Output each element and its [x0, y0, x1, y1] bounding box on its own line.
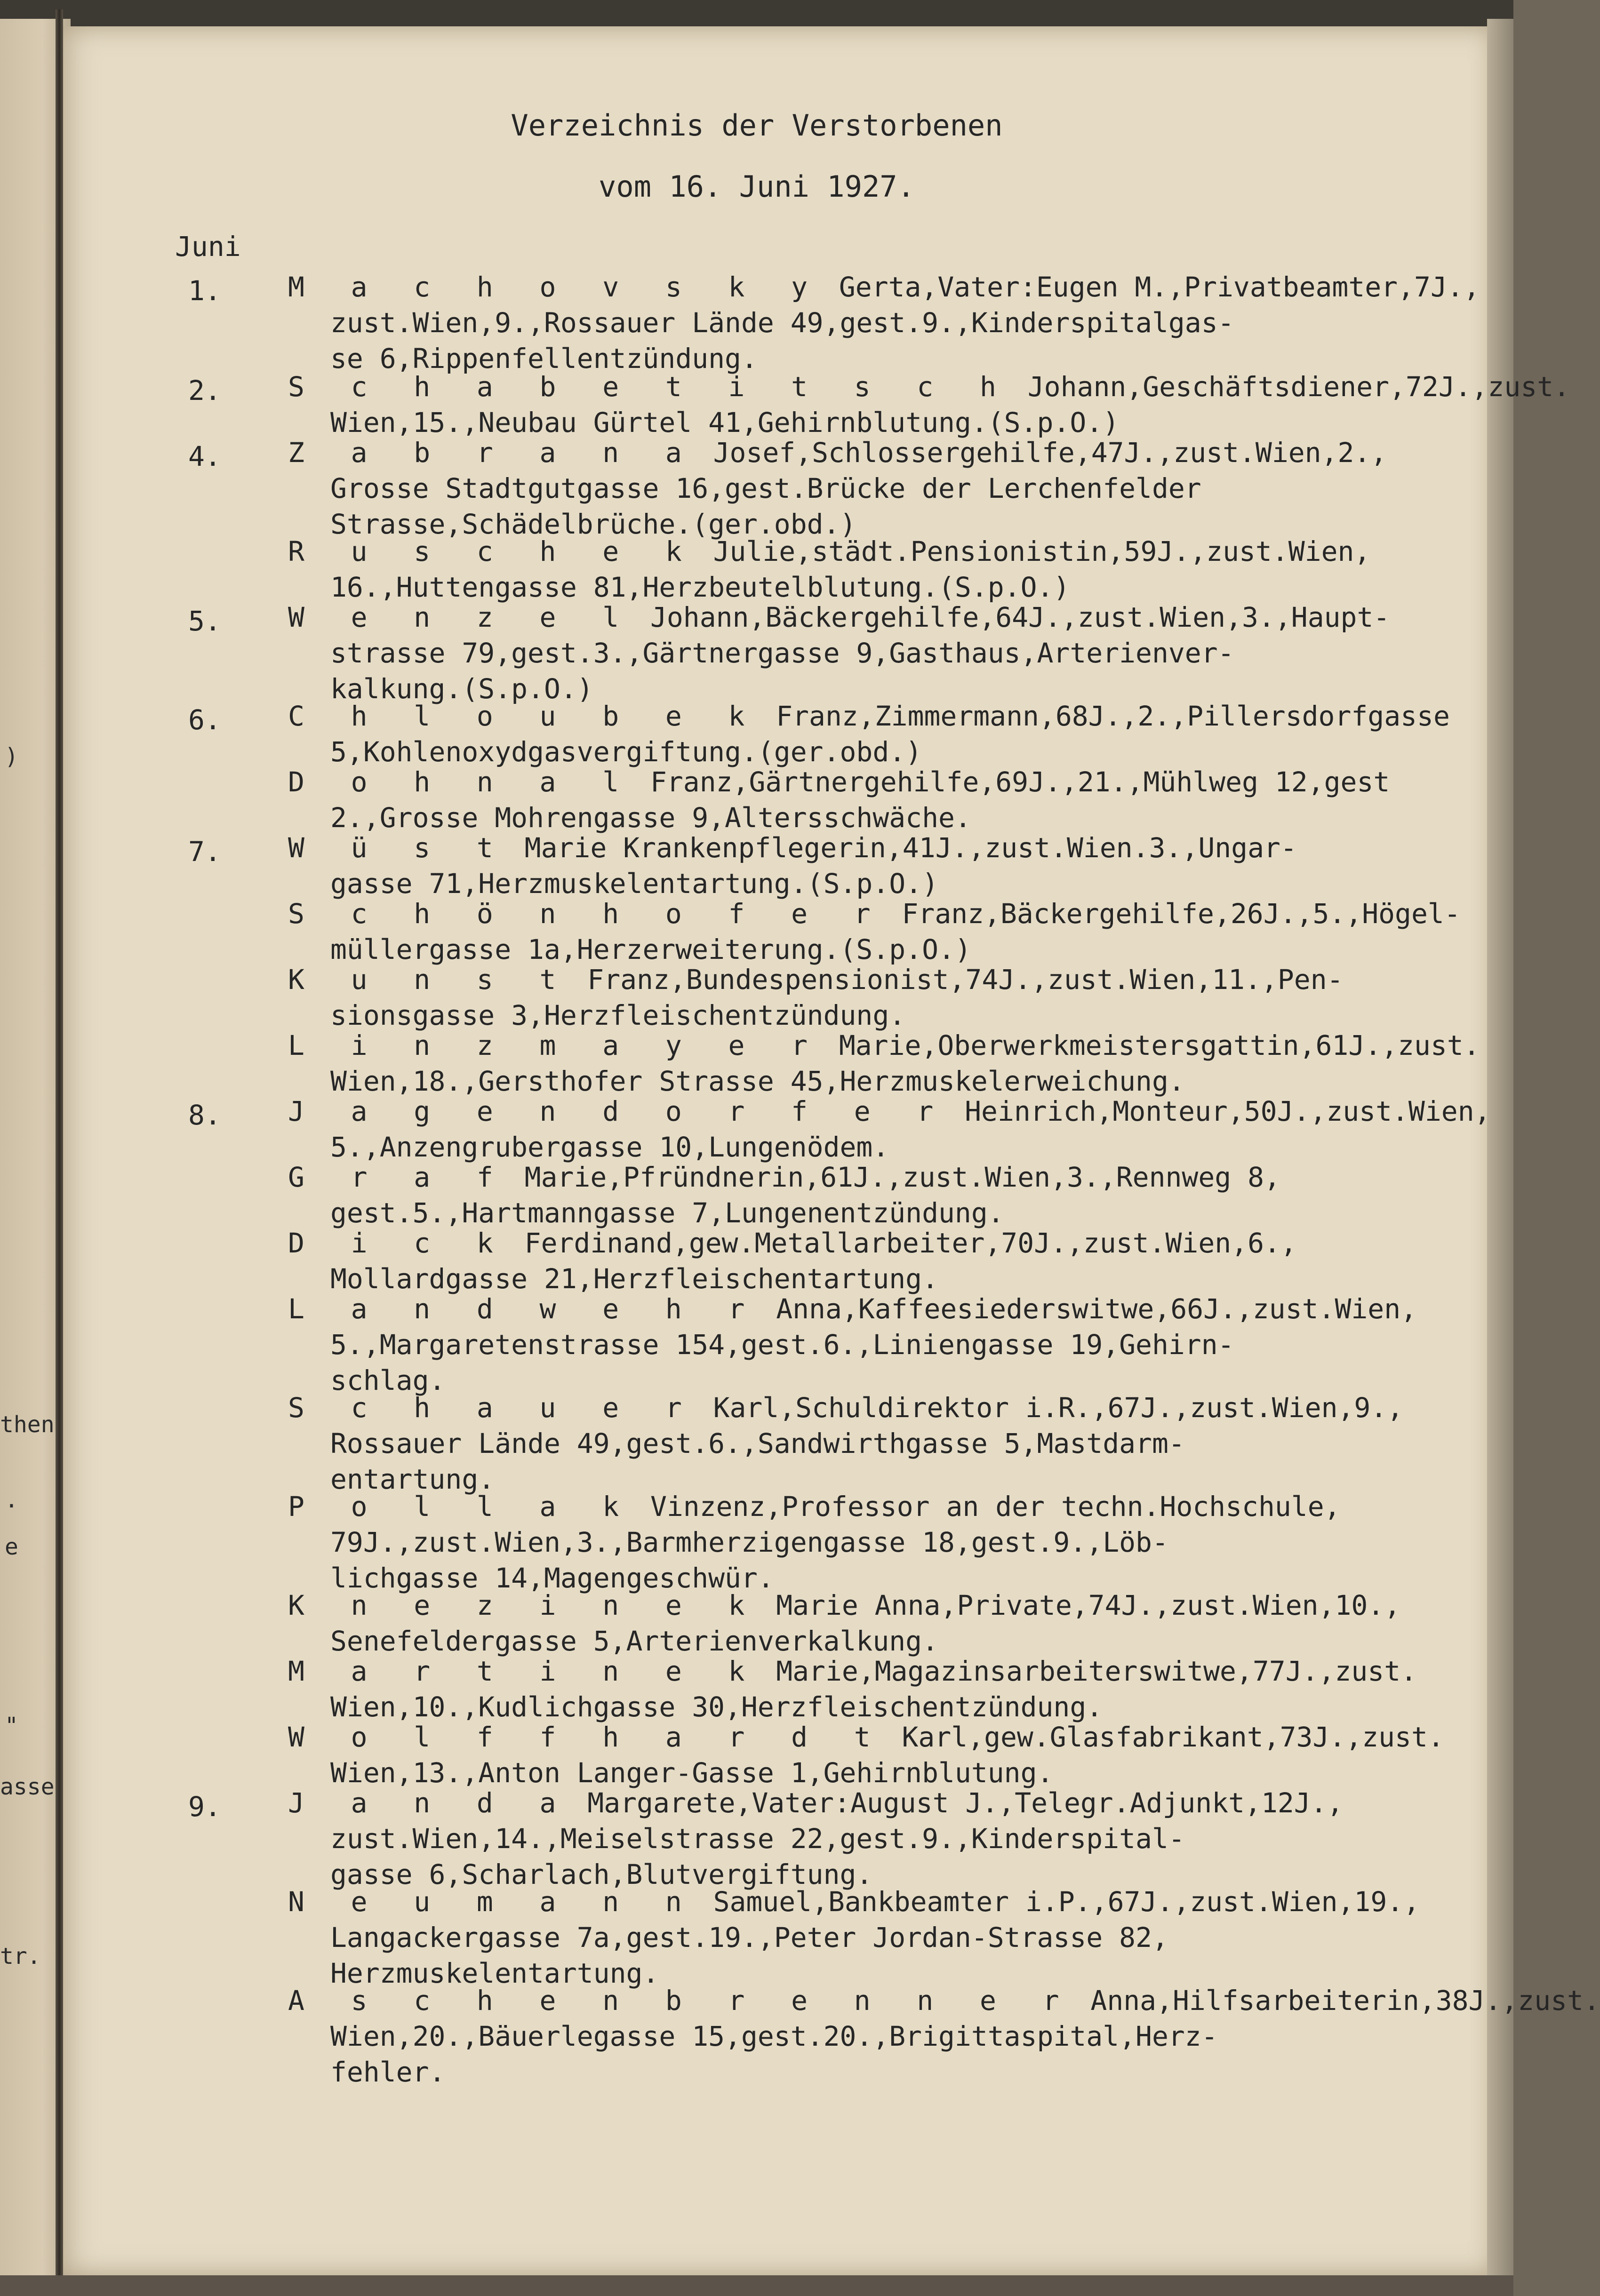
entry-surname: L a n d w e h r — [288, 1293, 760, 1325]
entry-text-line: Wien,15.,Neubau Gürtel 41,Gehirnblutung.(S.p.O.) — [330, 407, 1120, 438]
entry-surname: S c h a u e r — [288, 1392, 697, 1424]
entry-surname: C h l o u b e k — [288, 700, 760, 732]
death-entry — [288, 1028, 1480, 1099]
entry-surname: R u s c h e k — [288, 535, 697, 567]
entry-text-line: Johann,Geschäftsdiener,72J.,zust. — [1027, 371, 1570, 403]
entry-text-line: Wien,13.,Anton Langer-Gasse 1,Gehirnblutung. — [330, 1757, 1054, 1789]
entry-text-line: Marie,Magazinsarbeiterswitwe,77J.,zust. — [776, 1655, 1417, 1687]
entry-surname: M a c h o v s k y — [288, 271, 823, 303]
entry-text-line: kalkung.(S.p.O.) — [330, 673, 593, 705]
death-entry — [288, 764, 1474, 836]
entry-text-line: Gerta,Vater:Eugen M.,Privatbeamter,7J., — [839, 271, 1480, 303]
death-entry — [288, 1390, 1474, 1497]
entry-surname: W e n z e l — [288, 601, 634, 633]
entry-surname: W o l f f h a r d t — [288, 1721, 886, 1753]
entry-text-line: Marie Krankenpflegerin,41J.,zust.Wien.3.,Ungar- — [524, 832, 1297, 864]
entry-surname: Z a b r a n a — [288, 437, 697, 469]
entry-text-line: Marie Anna,Private,74J.,zust.Wien,10., — [776, 1589, 1401, 1621]
entry-text-line: Herzmuskelentartung. — [330, 1957, 659, 1989]
entry-text-line: Anna,Hilfsarbeiterin,38J.,zust. — [1090, 1985, 1600, 2017]
margin-fragment: ) — [5, 743, 18, 770]
entry-day: 9. — [188, 1791, 221, 1823]
entry-surname: W ü s t — [288, 832, 508, 864]
entry-text-line: lichgasse 14,Magengeschwür. — [330, 1562, 774, 1594]
entry-text-line: 5.,Margaretenstrasse 154,gest.6.,Liniengasse 19,Gehirn- — [330, 1329, 1234, 1361]
death-entry — [288, 1225, 1474, 1297]
entry-text-line: Heinrich,Monteur,50J.,zust.Wien, — [965, 1095, 1491, 1127]
entry-surname: D o h n a l — [288, 766, 634, 798]
entry-text-line: Franz,Zimmermann,68J.,2.,Pillersdorfgasse — [776, 700, 1450, 732]
entry-text-line: Anna,Kaffeesiederswitwe,66J.,zust.Wien, — [776, 1293, 1417, 1325]
entry-text-line: Ferdinand,gew.Metallarbeiter,70J.,zust.Wien,6., — [524, 1227, 1297, 1259]
entry-surname: S c h a b e t i t s c h — [288, 371, 1011, 403]
entry-text-line: Wien,10.,Kudlichgasse 30,Herzfleischentzündung. — [330, 1691, 1103, 1723]
margin-fragment: then — [0, 1411, 55, 1438]
entry-surname: N e u m a n n — [288, 1886, 697, 1918]
entry-text-line: gest.5.,Hartmanngasse 7,Lungenentzündung. — [330, 1197, 1004, 1229]
margin-fragment: tr. — [0, 1943, 41, 1969]
entry-text-line: 2.,Grosse Mohrengasse 9,Altersschwäche. — [330, 802, 971, 834]
scanner-background-top — [0, 0, 1513, 28]
entry-text-line: gasse 71,Herzmuskelentartung.(S.p.O.) — [330, 868, 939, 900]
entry-text-line: gasse 6,Scharlach,Blutvergiftung. — [330, 1858, 873, 1890]
death-entry — [288, 269, 1480, 376]
entry-text-line: 5.,Anzengrubergasse 10,Lungenödem. — [330, 1131, 889, 1163]
entry-day: 7. — [188, 836, 221, 868]
entry-text-line: Karl,gew.Glasfabrikant,73J.,zust. — [902, 1721, 1444, 1753]
death-entry — [288, 435, 1474, 542]
month-label: Juni — [175, 231, 241, 263]
entry-surname: K n e z i n e k — [288, 1589, 760, 1621]
death-entry — [288, 1093, 1491, 1165]
entry-text-line: Samuel,Bankbeamter i.P.,67J.,zust.Wien,19., — [713, 1886, 1420, 1918]
entry-surname: G r a f — [288, 1161, 508, 1193]
entry-surname: D i c k — [288, 1227, 508, 1259]
death-entry — [288, 698, 1474, 770]
entry-day: 2. — [188, 375, 221, 407]
entry-text-line: Johann,Bäckergehilfe,64J.,zust.Wien,3.,Haupt- — [650, 601, 1390, 633]
entry-text-line: 79J.,zust.Wien,3.,Barmherzigengasse 18,gest.9.,Löb- — [330, 1526, 1168, 1558]
entry-text-line: Margarete,Vater:August J.,Telegr.Adjunkt,12J., — [587, 1787, 1344, 1819]
entry-text-line: Mollardgasse 21,Herzfleischentartung. — [330, 1263, 939, 1295]
document-title: Verzeichnis der Verstorbenen — [511, 108, 1003, 143]
entry-text-line: Franz,Gärtnergehilfe,69J.,21.,Mühlweg 12,gest — [650, 766, 1390, 798]
margin-fragment: asse — [0, 1774, 55, 1800]
entry-text-line: Senefeldergasse 5,Arterienverkalkung. — [330, 1625, 939, 1657]
entry-text-line: Josef,Schlossergehilfe,47J.,zust.Wien,2., — [713, 437, 1387, 469]
entry-surname: S c h ö n h o f e r — [288, 898, 886, 930]
death-entry — [288, 1159, 1474, 1231]
death-entry — [288, 369, 1570, 440]
death-entry — [288, 830, 1474, 901]
entry-surname: P o l l a k — [288, 1491, 634, 1523]
entry-surname: J a g e n d o r f e r — [288, 1095, 949, 1127]
entry-text-line: Karl,Schuldirektor i.R.,67J.,zust.Wien,9., — [713, 1392, 1404, 1424]
entry-text-line: sionsgasse 3,Herzfleischentzündung. — [330, 999, 906, 1031]
entry-text-line: Vinzenz,Professor an der techn.Hochschule, — [650, 1491, 1341, 1523]
death-entry — [288, 1884, 1474, 1991]
death-entry — [288, 1653, 1474, 1725]
entry-text-line: zust.Wien,14.,Meiselstrasse 22,gest.9.,Kinderspital- — [330, 1823, 1185, 1855]
entry-text-line: Marie,Oberwerkmeistersgattin,61J.,zust. — [839, 1029, 1480, 1061]
entry-text-line: Rossauer Lände 49,gest.6.,Sandwirthgasse 5,Mastdarm- — [330, 1427, 1185, 1459]
entry-text-line: 5,Kohlenoxydgasvergiftung.(ger.obd.) — [330, 736, 922, 768]
entry-surname: L i n z m a y e r — [288, 1029, 823, 1061]
entry-text-line: Julie,städt.Pensionistin,59J.,zust.Wien, — [713, 535, 1371, 567]
entry-text-line: Marie,Pfründnerin,61J.,zust.Wien,3.,Rennweg 8, — [524, 1161, 1280, 1193]
death-entry — [288, 962, 1474, 1033]
entry-text-line: strasse 79,gest.3.,Gärtnergasse 9,Gasthaus,Arterienver- — [330, 637, 1234, 669]
entry-text-line: se 6,Rippenfellentzündung. — [330, 343, 758, 375]
entry-day: 4. — [188, 440, 221, 472]
death-entry — [288, 896, 1474, 967]
death-entry — [288, 1719, 1474, 1791]
death-entry — [288, 1587, 1474, 1659]
margin-fragment: e — [5, 1534, 18, 1560]
death-entry — [288, 1291, 1474, 1398]
entry-text-line: entartung. — [330, 1463, 495, 1495]
death-entry — [288, 1983, 1600, 2090]
entry-text-line: müllergasse 1a,Herzerweiterung.(S.p.O.) — [330, 933, 971, 965]
entry-text-line: schlag. — [330, 1364, 446, 1396]
entry-text-line: 16.,Huttengasse 81,Herzbeutelblutung.(S.p.O.) — [330, 571, 1070, 603]
entry-text-line: Franz,Bundespensionist,74J.,zust.Wien,11.,Pen- — [587, 964, 1344, 996]
entry-day: 5. — [188, 605, 221, 637]
entry-day: 1. — [188, 275, 221, 307]
scanner-background-bottom — [0, 2275, 1513, 2296]
entry-text-line: fehler. — [330, 2056, 446, 2088]
death-entry — [288, 1785, 1474, 1892]
entry-text-line: Strasse,Schädelbrüche.(ger.obd.) — [330, 508, 856, 540]
document-date: vom 16. Juni 1927. — [599, 169, 915, 204]
page-stack-edge — [1487, 19, 1513, 2282]
margin-fragment: " — [5, 1713, 18, 1739]
entry-surname: A s c h e n b r e n n e r — [288, 1985, 1074, 2017]
margin-fragment: . — [5, 1487, 18, 1513]
entry-text-line: Wien,18.,Gersthofer Strasse 45,Herzmuskelerweichung. — [330, 1065, 1185, 1097]
entry-text-line: Wien,20.,Bäuerlegasse 15,gest.20.,Brigittaspital,Herz- — [330, 2020, 1218, 2052]
entry-day: 8. — [188, 1099, 221, 1131]
entry-text-line: zust.Wien,9.,Rossauer Lände 49,gest.9.,Kinderspitalgas- — [330, 307, 1234, 339]
death-entry — [288, 534, 1474, 605]
entry-surname: M a r t i n e k — [288, 1655, 760, 1687]
death-entry — [288, 1489, 1474, 1596]
entry-text-line: Langackergasse 7a,gest.19.,Peter Jordan-Strasse 82, — [330, 1921, 1168, 1953]
death-entry — [288, 599, 1474, 707]
entry-day: 6. — [188, 704, 221, 736]
entry-text-line: Grosse Stadtgutgasse 16,gest.Brücke der Lerchenfelder — [330, 472, 1201, 504]
entry-surname: K u n s t — [288, 964, 571, 996]
entry-surname: J a n d a — [288, 1787, 571, 1819]
book-spine — [56, 9, 63, 2287]
entry-text-line: Franz,Bäckergehilfe,26J.,5.,Högel- — [902, 898, 1461, 930]
